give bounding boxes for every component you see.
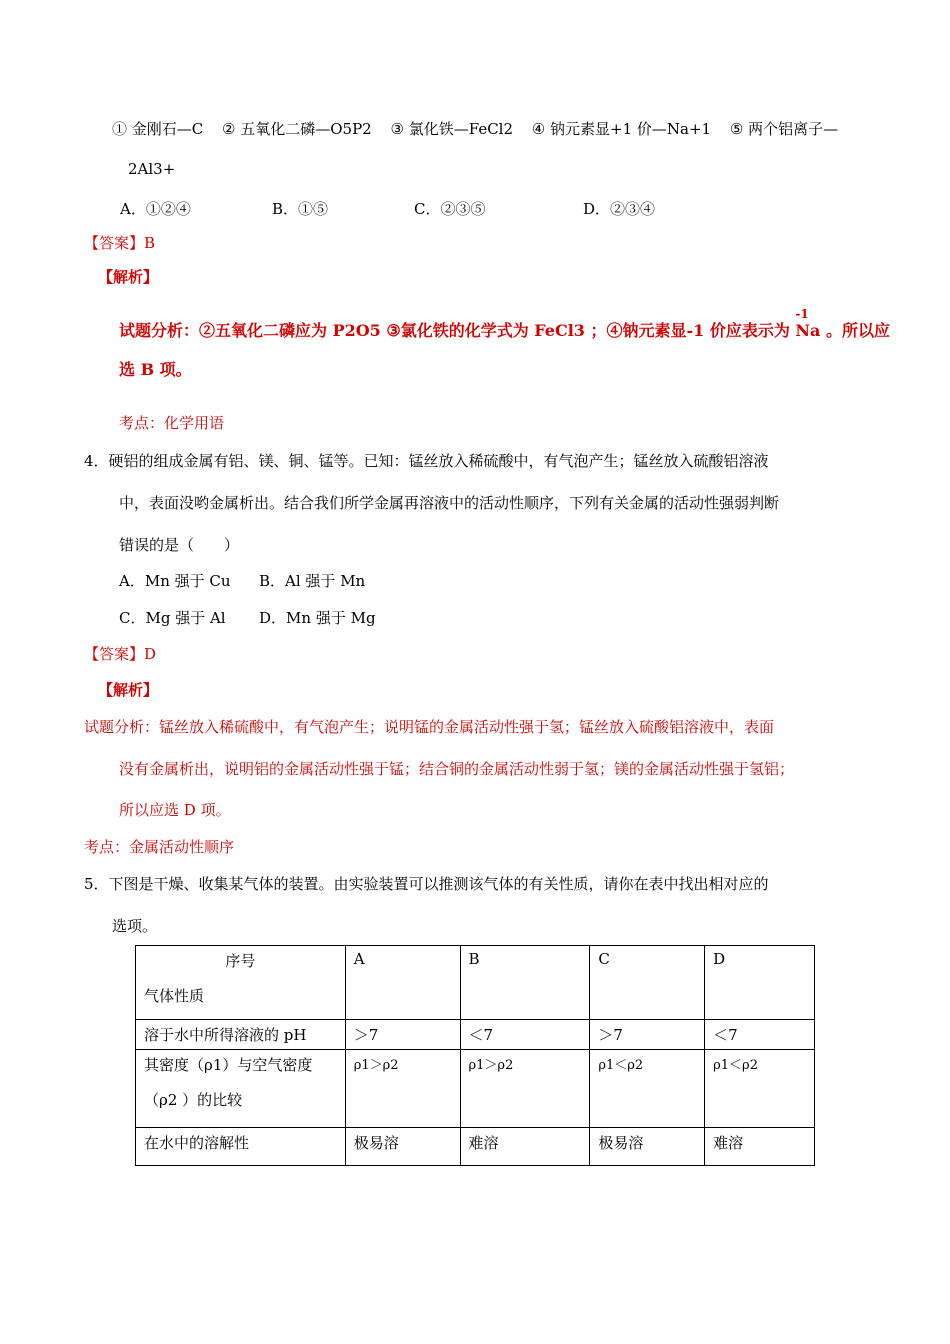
table-cell: ＜7 bbox=[705, 1020, 815, 1050]
q3-item-1: ① 金刚石—C bbox=[112, 120, 204, 138]
header-corner-cell bbox=[136, 946, 346, 1020]
row-label-line2: （ρ2 ）的比较 bbox=[144, 1091, 243, 1109]
header-serial: 序号 bbox=[225, 952, 256, 970]
table-cell: 极易溶 bbox=[590, 1128, 705, 1166]
table-cell: 极易溶 bbox=[345, 1128, 460, 1166]
q5-stem-line1: 5．下图是干燥、收集某气体的装置。由实验装置可以推测该气体的有关性质，请你在表中找出相对应的 bbox=[84, 875, 769, 893]
q4-analysis-line3: 所以应选 D 项。 bbox=[119, 801, 231, 819]
table-cell: 难溶 bbox=[460, 1128, 590, 1166]
header-col-a: A bbox=[345, 946, 460, 1020]
q4-stem-line2: 中，表面没哟金属析出。结合我们所学金属再溶液中的活动性顺序，下列有关金属的活动性强弱判断 bbox=[119, 494, 780, 512]
q4-analysis-line2: 没有金属析出，说明铝的金属活动性强于锰；结合铜的金属活动性弱于氢；镁的金属活动性强于氢铝； bbox=[119, 760, 795, 778]
q3-item-5: ⑤ 两个铝离子— bbox=[729, 120, 839, 138]
q3-option-b: B．①⑤ bbox=[272, 200, 329, 218]
row-label: 溶于水中所得溶液的 pH bbox=[136, 1020, 346, 1050]
q3-item5-cont: 2Al3+ bbox=[128, 160, 176, 178]
table-row bbox=[136, 1050, 815, 1128]
table-cell: ρ1＞ρ2 bbox=[345, 1050, 460, 1128]
na-symbol: Na bbox=[795, 321, 821, 340]
q4-option-a: A．Mn 强于 Cu bbox=[119, 572, 231, 590]
q3-analysis-line2: 选 B 项。 bbox=[119, 360, 192, 379]
table-cell: 难溶 bbox=[705, 1128, 815, 1166]
q5-stem-line2: 选项。 bbox=[112, 917, 158, 935]
header-col-c: C bbox=[590, 946, 705, 1020]
q3-options bbox=[0, 198, 950, 218]
q3-option-d: D．②③④ bbox=[583, 200, 656, 218]
q4-answer: 【答案】D bbox=[84, 645, 157, 663]
gas-properties-table bbox=[135, 945, 815, 1166]
q3-item-3: ③ 氯化铁—FeCl2 bbox=[390, 120, 514, 138]
table-row bbox=[136, 1020, 815, 1050]
q3-analysis-end: 。所以应 bbox=[825, 321, 890, 340]
table-cell: ρ1＞ρ2 bbox=[460, 1050, 590, 1128]
table-cell: ＞7 bbox=[590, 1020, 705, 1050]
q4-option-d: D．Mn 强于 Mg bbox=[259, 609, 376, 627]
na-with-charge bbox=[795, 307, 821, 340]
q4-option-c: C．Mg 强于 Al bbox=[119, 609, 226, 627]
row-label: 在水中的溶解性 bbox=[136, 1128, 346, 1166]
q3-option-a: A．①②④ bbox=[120, 200, 191, 218]
table-cell: ＞7 bbox=[345, 1020, 460, 1050]
q4-option-b: B．Al 强于 Mn bbox=[259, 572, 366, 590]
header-col-d: D bbox=[705, 946, 815, 1020]
q3-items bbox=[112, 118, 852, 139]
q3-item-2: ② 五氧化二磷—O5P2 bbox=[222, 120, 372, 138]
q3-kaodian: 考点：化学用语 bbox=[119, 414, 225, 432]
row-label-line1: 其密度（ρ1）与空气密度 bbox=[144, 1056, 313, 1074]
table-header-row bbox=[136, 946, 815, 1020]
na-charge: -1 bbox=[795, 307, 809, 321]
table-row bbox=[136, 1128, 815, 1166]
q3-option-c: C．②③⑤ bbox=[414, 200, 486, 218]
row-label bbox=[136, 1050, 346, 1128]
q3-answer: 【答案】B bbox=[84, 234, 156, 252]
q4-stem-line3: 错误的是（ ） bbox=[119, 536, 240, 554]
q4-analysis-line1: 试题分析：锰丝放入稀硫酸中，有气泡产生；说明锰的金属活动性强于氢；锰丝放入硫酸铝溶液中，表面 bbox=[84, 718, 775, 736]
table-cell: ρ1＜ρ2 bbox=[705, 1050, 815, 1128]
table-cell: ρ1＜ρ2 bbox=[590, 1050, 705, 1128]
q3-analysis-line1 bbox=[119, 307, 890, 341]
header-gas-property: 气体性质 bbox=[144, 987, 205, 1005]
q4-analysis-label: 【解析】 bbox=[98, 681, 159, 699]
q4-kaodian: 考点：金属活动性顺序 bbox=[84, 838, 235, 856]
table-cell: ＜7 bbox=[460, 1020, 590, 1050]
q3-analysis-label: 【解析】 bbox=[98, 268, 159, 286]
header-col-b: B bbox=[460, 946, 590, 1020]
q3-analysis-text: 试题分析：②五氧化二磷应为 P2O5 ③氯化铁的化学式为 FeCl3 ；④钠元素显-1 价应表示为 bbox=[119, 321, 790, 340]
q4-stem-line1: 4．硬铝的组成金属有铝、镁、铜、锰等。已知：锰丝放入稀硫酸中，有气泡产生；锰丝放入硫酸铝溶液 bbox=[84, 452, 769, 470]
q3-item-4: ④ 钠元素显+1 价—Na+1 bbox=[531, 120, 712, 138]
